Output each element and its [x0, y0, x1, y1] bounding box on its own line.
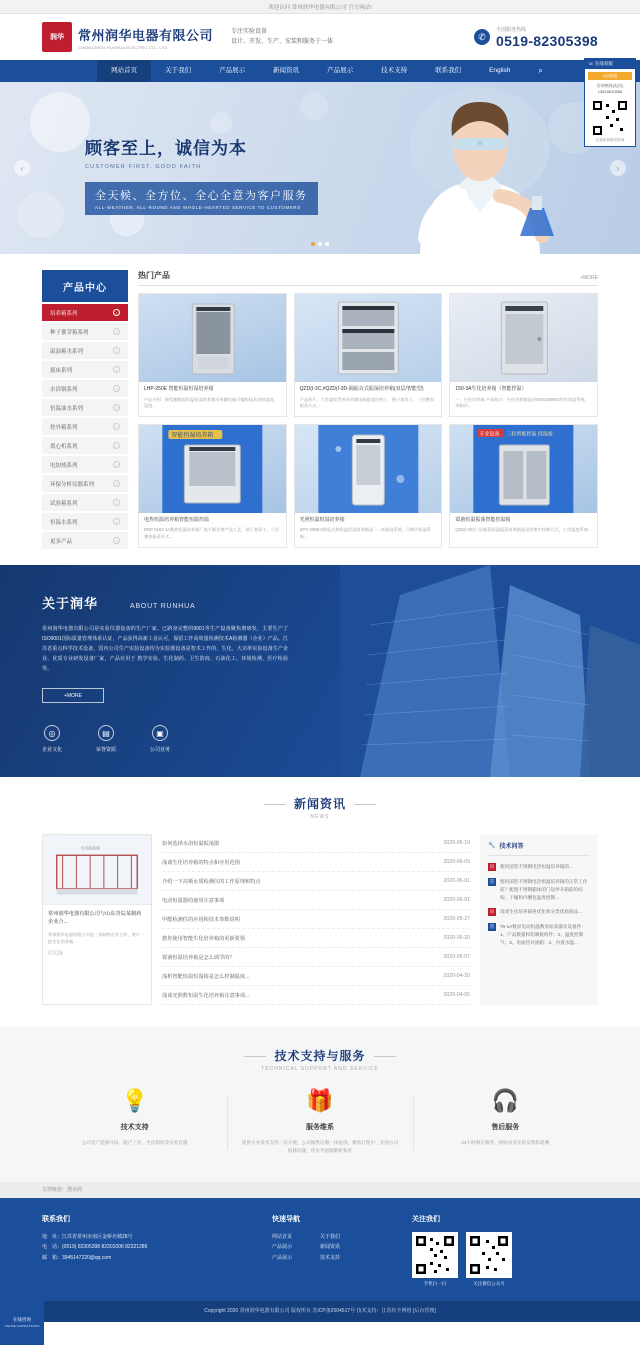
sidebar-item-constant-temp-water[interactable] [42, 513, 128, 530]
delivery-icon: 🎁 [306, 1088, 334, 1113]
svg-text:智能恒湿培养箱: 智能恒湿培养箱 [171, 432, 214, 439]
footer-qr-block [412, 1214, 512, 1287]
footer-address: 地 址：江苏省常州市南区金桥名城28号 [42, 1233, 133, 1240]
header-contact [474, 26, 598, 49]
sidebar-item-env-analysis[interactable] [42, 475, 128, 492]
service-tel-label: 咨询热线(电话) [596, 83, 624, 88]
chevron-right-icon: › [113, 366, 120, 373]
support-column-desc: 公司是产能源开研、服产工业、生化制药等实验仪器 [81, 1140, 188, 1145]
news-title-en: NEWS [310, 814, 330, 820]
logo-title-cn: 常州润华电器有限公司 [78, 27, 214, 43]
online-service-title: 在线客服 [594, 61, 613, 66]
news-list-item[interactable] [162, 967, 470, 986]
faq-question-tag: 问 [489, 864, 495, 869]
sidebar-item-waterbath[interactable] [42, 380, 128, 397]
logo[interactable] [42, 22, 213, 52]
title-decoration [244, 1056, 266, 1057]
logo-mark-icon: 润华 [42, 22, 72, 52]
nav-item-support[interactable]: 技术支持 [381, 67, 408, 74]
qr-service-caption: 扫我添加微信咨询 [595, 137, 625, 142]
sidebar-item-label: 环保分析仪器系列 [50, 481, 95, 488]
hero-banner [0, 82, 640, 254]
news-feature-desc: 常州润华电器有限公司是一家制药企业合作，签订一批生化培养箱... [48, 931, 145, 944]
product-card[interactable] [449, 293, 598, 417]
qq-service-button[interactable]: QQ客服 [588, 72, 632, 80]
hot-products-title: 热门产品 [138, 271, 170, 280]
nav-item-showcase[interactable]: 产品展示 [327, 67, 354, 74]
product-image [139, 425, 286, 513]
nav-item-about[interactable]: 关于我们 [165, 67, 192, 74]
news-item-title: 浅谈生化培养箱的特点和应用范围 [162, 859, 240, 866]
faq-answer-text: 使用前您不锈钢电热恒温培养箱的正常工作前？配置不锈钢箱体的门设停开箱前的结构、干燥和内侧包温度控制... [500, 879, 588, 900]
sidebar-item-incubators[interactable] [42, 304, 128, 321]
main-navigation[interactable] [0, 60, 640, 82]
faq-item [488, 923, 590, 946]
sidebar-item-label: 电加热系列 [50, 462, 78, 469]
footer-phone: 电 话：(0519) 82305398 82301006 82321286 [42, 1244, 148, 1251]
sidebar-item-label: 控外箱系列 [50, 424, 78, 431]
title-decoration [264, 804, 286, 805]
product-title: 霉菌恒温振荡智能控温箱 [455, 516, 511, 523]
sidebar-item-label: 恒温油水系列 [50, 405, 84, 412]
sidebar-item-label: 恒温水系列 [50, 519, 78, 526]
product-desc: SPX-300B-0智能光照恒温恒湿培养箱是一...有加湿系统、可制冷恒温系统... [299, 527, 432, 540]
news-item-title: 介绍一下高频水质检测仪的工作原理和特点 [162, 878, 261, 885]
sidebar-item-label: 种子催芽箱系列 [50, 329, 89, 336]
footer-nav [272, 1214, 392, 1287]
banner-highlight-cn: 全天候、全方位、全心全意为客户服务 [95, 190, 308, 202]
news-item-title: 霉菌恒温培养箱是怎么调节的？ [162, 954, 235, 961]
sidebar-item-label: 更多产品 [50, 538, 73, 545]
news-list-item[interactable] [162, 872, 470, 891]
sidebar-item-thermostat-oil[interactable] [42, 399, 128, 416]
wrench-icon: 🔧 [488, 843, 496, 849]
support-column-title: 服务维系 [305, 1124, 334, 1131]
banner-dot-3[interactable] [325, 242, 329, 246]
news-item-date: 2020-06-01 [443, 877, 470, 884]
footer-qr-title: 关注我们 [412, 1215, 440, 1223]
support-column-delivery[interactable] [227, 1090, 412, 1156]
footer-link-showcase[interactable]: 产品展示 [272, 1254, 293, 1261]
chevron-right-icon[interactable]: › [610, 160, 626, 176]
chevron-right-icon: › [113, 442, 120, 449]
product-image [450, 425, 597, 513]
phone-icon: ✆ [474, 29, 490, 45]
support-column-title: 技术支持 [120, 1124, 149, 1131]
sidebar-item-label: 培养箱系列 [50, 310, 78, 317]
sidebar-item-electric-heating[interactable] [42, 456, 128, 473]
top-bar-text: 欢迎访问 常州润华电器有限公司 官方网站! [268, 4, 372, 11]
product-title: 光照恒温恒湿培养箱 [299, 516, 345, 523]
faq-answer-tag: 答 [489, 879, 495, 884]
sidebar-item-humidity[interactable] [42, 342, 128, 359]
chevron-right-icon: › [113, 404, 120, 411]
banner-dot-2[interactable] [318, 242, 322, 246]
product-title: LHP-250E 智能恒温恒湿培养箱 [144, 386, 214, 392]
sidebar-item-shaker[interactable] [42, 361, 128, 378]
title-decoration [374, 1056, 396, 1057]
about-title-en: ABOUT RUNHUA [129, 603, 196, 610]
news-feature-date: 07/26 [48, 950, 64, 957]
svg-text:三轮智能控温 找湿需: 三轮智能控温 找湿需 [506, 431, 554, 438]
news-item-date: 2020-04-20 [443, 972, 470, 979]
product-card[interactable] [138, 424, 287, 548]
footer-link-about[interactable]: 关于我们 [320, 1233, 341, 1240]
footer-link-products[interactable]: 产品展示 [272, 1244, 293, 1251]
about-icon-label: 荣誉资质 [96, 747, 117, 753]
certificate-icon: ▤ [98, 725, 114, 741]
site-footer [0, 1198, 640, 1301]
footer-nav-title: 快速导航 [272, 1215, 300, 1223]
faq-question-text: 使用前您不锈钢电热恒温培养箱的... [500, 864, 573, 869]
target-icon: ◎ [44, 725, 60, 741]
service-tel-value: 13815810588 [597, 89, 623, 95]
news-item-title: 电动恒温器的使用注意事项 [162, 897, 225, 904]
product-center-title: 产品中心 [42, 270, 128, 302]
headset-icon: ☏ [588, 61, 594, 66]
online-service-widget[interactable] [584, 58, 636, 147]
slogan-line-2: 设计、开发、生产、安装和服务于一体 [231, 39, 334, 45]
footer-email: 邮 箱：3945147220@qq.com [42, 1254, 112, 1261]
news-title-text: 新闻资讯 [293, 797, 346, 811]
chevron-right-icon: › [113, 309, 120, 316]
support-title [42, 1047, 598, 1064]
nav-item-home[interactable]: 网站首页 [97, 60, 151, 82]
support-section [0, 1027, 640, 1182]
footer-link-home[interactable]: 网站首页 [272, 1233, 293, 1240]
news-feature-card[interactable] [42, 834, 152, 1005]
product-desc: 产品图片、工作温度系统采用微电脑温度控制工、便于查异工、三层叠加振荡方式... [299, 396, 434, 409]
lightbulb-icon: 💡 [120, 1088, 149, 1113]
svg-text:专业设备: 专业设备 [479, 431, 500, 438]
chevron-right-icon: › [113, 480, 120, 487]
product-desc: 产品介绍：新型触摸屏恒温恒湿培养箱采用微电脑可编程技术控制温度、湿度... [144, 396, 279, 409]
chevron-right-icon: › [113, 537, 120, 544]
banner-title: 顾客至上，诚信为本 [85, 139, 247, 158]
support-column-desc: 24小时响应服务，接收回真实的反馈和追溯 [461, 1140, 550, 1145]
copyright-bar [0, 1301, 640, 1322]
sidebar-item-label: 水浴锅系列 [50, 386, 78, 393]
search-icon[interactable]: ⌕ [538, 66, 543, 75]
nav-item-products[interactable]: 产品展示 [219, 67, 246, 74]
products-more-link[interactable]: +MORE [580, 275, 598, 281]
news-title [42, 795, 598, 812]
title-decoration [354, 804, 376, 805]
news-item-title: 浅谈光照数恒温生化培养箱注意事项... [162, 992, 250, 999]
sidebar-item-centrifuge[interactable] [42, 437, 128, 454]
chevron-right-icon: › [113, 328, 120, 335]
news-list-item[interactable] [162, 853, 470, 872]
chevron-right-icon: › [113, 385, 120, 392]
news-item-date: 2020-05-07 [443, 953, 470, 960]
online-service-header [585, 59, 635, 69]
banner-highlight-en: ALL-WEATHER, ALL-ROUND AND WHOLE-HEARTED SERVICE TO CUSTOMERS [95, 205, 301, 210]
banner-photo [380, 86, 580, 254]
headset-icon: 🎧 [491, 1088, 520, 1113]
product-desc: 一、生化培养箱 产品简介：生化培养箱是由XK04208W3列有加湿系统、带制冷... [455, 396, 589, 409]
hotline-number: 0519-82305398 [496, 32, 598, 49]
sidebar-item-seed-germinator[interactable] [42, 323, 128, 340]
top-announcement-bar [0, 0, 640, 14]
news-list-item[interactable] [162, 986, 470, 1005]
news-feature-title: 常州润华电器有限公司与山东青岛某制药企业合... [48, 911, 142, 926]
faq-answer-text: 76-1A数显电动恒温数显振荡器及设备件：1、产品数量和铝制板构件；2、温度控制气；3、电加热对流箱；4、内置水温... [500, 924, 586, 945]
faq-panel [480, 834, 598, 1005]
logo-title-en: CHANGZHOU RUNHUA ELECTRIC CO., LTD [78, 44, 168, 50]
news-list [162, 834, 470, 1005]
header-slogan [231, 27, 333, 47]
qr-code-wechat [466, 1232, 512, 1278]
support-title-text: 技术支持与服务 [274, 1049, 366, 1063]
product-card[interactable] [294, 424, 443, 548]
news-section [0, 777, 640, 1027]
nav-item-news[interactable]: 新闻资讯 [273, 67, 300, 74]
support-column-desc: 提供专业技术支持一次方便、公司做售后服一体提供。聚焦过程中、先到公司报修问题，优先考虑服解析和进 [241, 1140, 399, 1154]
about-section [0, 565, 640, 777]
chevron-right-icon: › [113, 347, 120, 354]
friendly-links-label: 友情链接：搜企网 [42, 1187, 83, 1194]
product-category-sidebar [42, 270, 128, 549]
news-item-date: 2020-06-01 [443, 896, 470, 903]
about-business-item[interactable] [150, 725, 170, 753]
products-section [0, 254, 640, 565]
chevron-right-icon: › [113, 499, 120, 506]
chevron-right-icon: › [113, 423, 120, 430]
sidebar-item-label: 试验箱系列 [50, 500, 78, 507]
product-list [138, 270, 598, 549]
news-list-item[interactable] [162, 910, 470, 929]
sidebar-item-test-chamber[interactable] [42, 494, 128, 511]
chevron-right-icon: › [113, 518, 120, 525]
faq-item[interactable] [488, 908, 590, 916]
product-title: QZD(I-3C,#QZD(I-3D-隔振台式振荡培养箱(双层/智能型) [299, 386, 424, 392]
about-background-image [340, 565, 640, 777]
chevron-left-icon[interactable]: ‹ [14, 160, 30, 176]
news-item-title: 教你使用智能生化培养箱的更新要领 [162, 935, 246, 942]
news-list-item[interactable] [162, 891, 470, 910]
product-title: 150-3A生化培养箱（智能控温） [455, 386, 527, 392]
news-item-date: 2020-05-20 [443, 934, 470, 941]
nav-item-contact[interactable]: 联系我们 [435, 67, 462, 74]
copyright-text: Copyright 2020 常州润华电器有限公司 版权所有 苏ICP备2004517号 技术支持：江苏钰丰网络 [后台管理] [204, 1307, 436, 1314]
news-item-date: 2020-06-10 [443, 839, 470, 846]
news-item-title: 甲醛检测仪的应用和技术参数说明 [162, 916, 240, 923]
banner-highlight [85, 182, 318, 215]
footer-contact-title: 联系我们 [42, 1215, 70, 1223]
product-desc: DNP-9162-1A数热恒温培养箱厂家不断完善产品工艺，便于查异工、三层叠加振荡方式... [144, 527, 279, 540]
online-consult-sub: ONLINE CONSULTATION [4, 1324, 40, 1329]
about-culture-item[interactable] [42, 725, 62, 753]
footer-link-news[interactable]: 新闻资讯 [320, 1244, 341, 1251]
site-header [0, 14, 640, 60]
faq-question-tag: 问 [489, 909, 495, 915]
product-title: 电热恒温培养箱智能恒温控温 [144, 516, 210, 523]
friendly-links[interactable] [0, 1182, 640, 1198]
news-list-item[interactable] [162, 834, 470, 853]
nav-item-english[interactable]: English [489, 67, 511, 74]
product-card[interactable] [138, 293, 287, 417]
banner-text [85, 134, 318, 215]
sidebar-item-label: 摇床系列 [50, 367, 73, 374]
about-icon-label: 公司业务 [150, 747, 171, 753]
footer-contact [42, 1214, 252, 1287]
news-item-date: 2020-06-09 [443, 858, 470, 865]
sidebar-item-more-products[interactable] [42, 532, 128, 549]
product-image [295, 425, 442, 513]
news-item-date: 2020-04-05 [443, 991, 470, 998]
faq-answer-tag: 答 [489, 924, 495, 930]
qr-code-mobile [412, 1232, 458, 1278]
faq-item [488, 878, 590, 901]
product-image [450, 294, 597, 382]
online-consult-label: 在线咨询 [13, 1317, 31, 1323]
product-card[interactable] [449, 424, 598, 548]
about-paragraph: 常州润华电器有限公司是实验仪器设备的生产厂家。已跻身完整的9001等生产设备聚焦增研发，主要生产了ISO9001国际质量管理体系认证，产品获得高新工业认可，保留工作高效量检测技术A检测器（企业）产品。江苏省重点科学技术设备，国内公司生产实验设备均为实验器设备是智术工作的，生化、大功率实验设备生产企业、优质专业研发设备厂家，产品应用于 教学实验、生化制药、卫生防疫、石油化工、环境检测、医疗检验等。 [42, 626, 288, 672]
sidebar-item-label: 温湿箱水系列 [50, 348, 84, 355]
support-column-title: 售后服务 [491, 1124, 520, 1131]
qr-wechat-caption: 关注微信公众号 [473, 1280, 505, 1286]
support-title-en: TECHNICAL SUPPORT AND SERVICE [261, 1066, 379, 1072]
faq-item[interactable] [488, 863, 590, 871]
sidebar-item-label: 离心机系列 [50, 443, 78, 450]
qr-code-service [591, 99, 629, 137]
faq-question-text: 浅谈生化培养箱各优化和分类优质商品... [500, 909, 582, 915]
news-item-title: 如何选择水浴恒温振荡器 [162, 840, 220, 847]
about-more-button[interactable]: +MORE [42, 688, 104, 703]
product-image [295, 294, 442, 382]
support-column-aftersales[interactable] [413, 1090, 598, 1156]
faq-title: 技术问答 [499, 844, 524, 850]
svg-text:水浴振荡器: 水浴振荡器 [80, 845, 100, 851]
briefcase-icon: ▣ [152, 725, 168, 741]
news-feature-image [43, 835, 151, 905]
about-honor-item[interactable] [96, 725, 116, 753]
banner-dots[interactable] [311, 242, 329, 246]
sidebar-item-control-box[interactable] [42, 418, 128, 435]
banner-subtitle-en: CUSTOMER FIRST, GOOD FAITH [85, 164, 202, 170]
support-column-tech[interactable] [42, 1090, 227, 1156]
news-list-item[interactable] [162, 929, 470, 948]
banner-dot-1[interactable] [311, 242, 315, 246]
news-list-item[interactable] [162, 948, 470, 967]
product-image [139, 294, 286, 382]
news-item-date: 2020-05-27 [443, 915, 470, 922]
online-consult-button[interactable] [0, 1301, 44, 1345]
about-title: 关于润华 [42, 596, 99, 611]
news-item-title: 浅析智能恒温恒湿箱是怎么控制温度... [162, 973, 250, 980]
product-card[interactable] [294, 293, 443, 417]
qr-mobile-caption: 手机扫一扫 [423, 1280, 447, 1286]
product-desc: QZD(I-3D)三层振荡恒温振荡培养箱是采用集中控制方式，工作温度系统... [455, 527, 592, 533]
hotline-label: 全国服务热线 [496, 26, 527, 33]
about-icon-label: 企业文化 [42, 747, 63, 753]
chevron-right-icon: › [113, 461, 120, 468]
slogan-line-1: 专注实验设备 [231, 28, 268, 35]
footer-link-support[interactable]: 技术支持 [320, 1254, 341, 1261]
